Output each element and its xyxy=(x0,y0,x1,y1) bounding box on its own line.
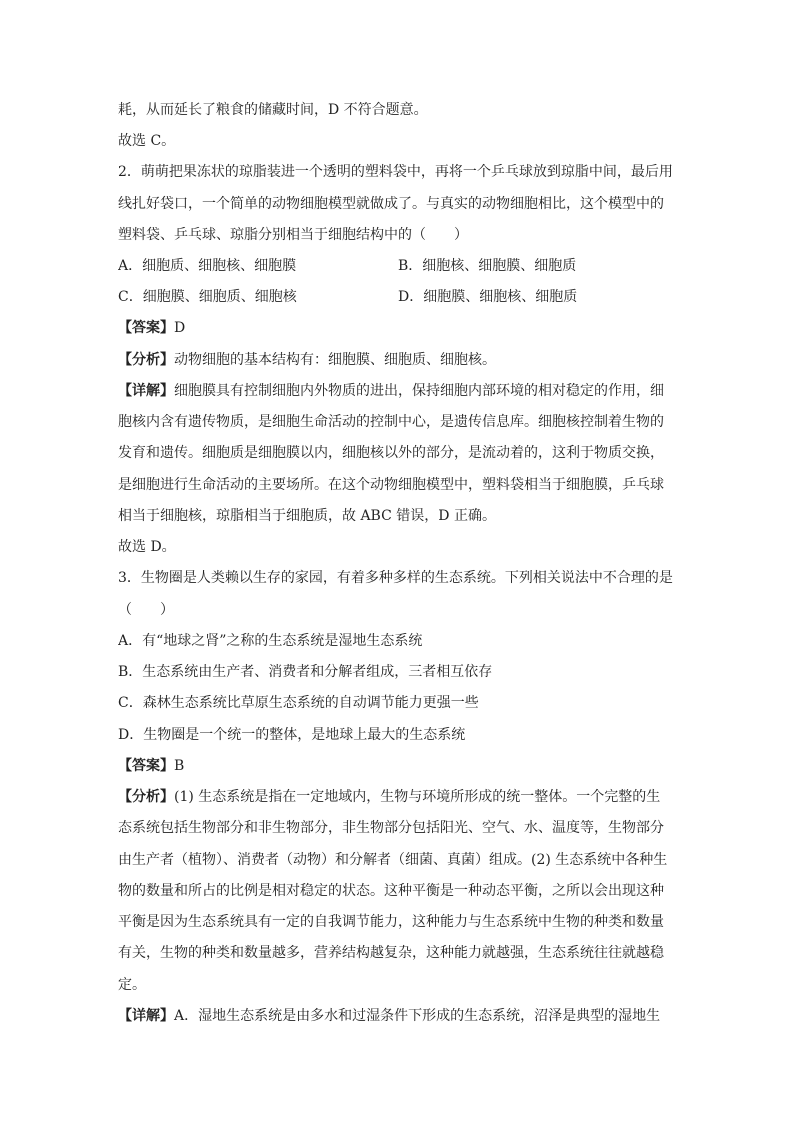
q3-option-c: C．森林生态系统比草原生态系统的自动调节能力更强一些 xyxy=(118,695,479,711)
question-2-line-2: 线扎好袋口，一个简单的动物细胞模型就做成了。与真实的动物细胞相比，这个模型中的 xyxy=(118,196,664,212)
q3-detail-line-1 xyxy=(118,1006,678,1026)
q3-analysis-line-3: 由生产者（植物）、消费者（动物）和分解者（细菌、真菌）组成。(2) 生态系统中各种生 xyxy=(118,852,668,868)
answer-tag: 【答案】 xyxy=(118,320,174,336)
option-d: D．细胞膜、细胞核、细胞质 xyxy=(398,289,578,305)
q3-analysis-line-4: 物的数量和所占的比例是相对稳定的状态。这种平衡是一种动态平衡，之所以会出现这种 xyxy=(118,883,664,899)
text-line-2: 故选 C。 xyxy=(118,133,176,149)
question-3-line-2: （ ） xyxy=(118,602,174,618)
q3-answer-text: B xyxy=(174,758,185,774)
analysis-text: 动物细胞的基本结构有：细胞膜、细胞质、细胞核。 xyxy=(174,352,496,368)
detail-line-5: 相当于细胞核，琼脂相当于细胞质，故 ABC 错误，D 正确。 xyxy=(118,508,496,524)
answer-line xyxy=(118,318,678,338)
q3-detail-text: A．湿地生态系统是由多水和过湿条件下形成的生态系统，沼泽是典型的湿地生 xyxy=(174,1008,661,1024)
analysis-tag: 【分析】 xyxy=(118,352,174,368)
q3-analysis-text: (1) 生态系统是指在一定地域内，生物与环境所形成的统一整体。一个完整的生 xyxy=(174,789,661,805)
q3-analysis-line-7: 定。 xyxy=(118,977,146,993)
question-3-line-1: 3．生物圈是人类赖以生存的家园，有着多种多样的生态系统。下列相关说法中不合理的是 xyxy=(118,570,673,586)
question-2-line-3: 塑料袋、乒乓球、琼脂分别相当于细胞结构中的（ ） xyxy=(118,227,468,243)
analysis-line xyxy=(118,350,678,370)
question-2-line-1: 2．萌萌把果冻状的琼脂装进一个透明的塑料袋中，再将一个乒乓球放到琼脂中间，最后用 xyxy=(118,164,673,180)
option-c: C．细胞膜、细胞质、细胞核 xyxy=(118,289,297,305)
detail-line-2: 胞核内含有遗传物质，是细胞生命活动的控制中心，是遗传信息库。细胞核控制着生物的 xyxy=(118,414,664,430)
q3-analysis-tag: 【分析】 xyxy=(118,789,174,805)
q3-analysis-line-5: 平衡是因为生态系统具有一定的自我调节能力，这种能力与生态系统中生物的种类和数量 xyxy=(118,914,664,930)
q3-answer-line xyxy=(118,756,678,776)
detail-line-1 xyxy=(118,381,678,401)
q3-answer-tag: 【答案】 xyxy=(118,758,174,774)
detail-line-3: 发育和遗传。细胞质是细胞膜以内，细胞核以外的部分，是流动着的，这利于物质交换， xyxy=(118,445,664,461)
q3-analysis-line-6: 有关，生物的种类和数量越多，营养结构越复杂，这种能力就越强，生态系统往往就越稳 xyxy=(118,945,664,961)
answer-text: D xyxy=(174,320,186,336)
q3-analysis-line-1 xyxy=(118,787,678,807)
detail-line-4: 是细胞进行生命活动的主要场所。在这个动物细胞模型中，塑料袋相当于细胞膜，乒乓球 xyxy=(118,477,664,493)
detail-text: 细胞膜具有控制细胞内外物质的进出，保持细胞内部环境的相对稳定的作用，细 xyxy=(174,383,664,399)
q3-analysis-line-2: 态系统包括生物部分和非生物部分，非生物部分包括阳光、空气、水、温度等，生物部分 xyxy=(118,820,664,836)
q3-option-a: A．有“地球之肾”之称的生态系统是湿地生态系统 xyxy=(118,633,423,649)
choice-line: 故选 D。 xyxy=(118,539,176,555)
detail-tag: 【详解】 xyxy=(118,383,174,399)
q3-option-b: B．生态系统由生产者、消费者和分解者组成，三者相互依存 xyxy=(118,664,493,680)
q3-option-d: D．生物圈是一个统一的整体，是地球上最大的生态系统 xyxy=(118,727,466,743)
option-b: B．细胞核、细胞膜、细胞质 xyxy=(398,258,577,274)
option-a: A．细胞质、细胞核、细胞膜 xyxy=(118,258,297,274)
q3-detail-tag: 【详解】 xyxy=(118,1008,174,1024)
text-line-1: 耗，从而延长了粮食的储藏时间，D 不符合题意。 xyxy=(118,102,428,118)
